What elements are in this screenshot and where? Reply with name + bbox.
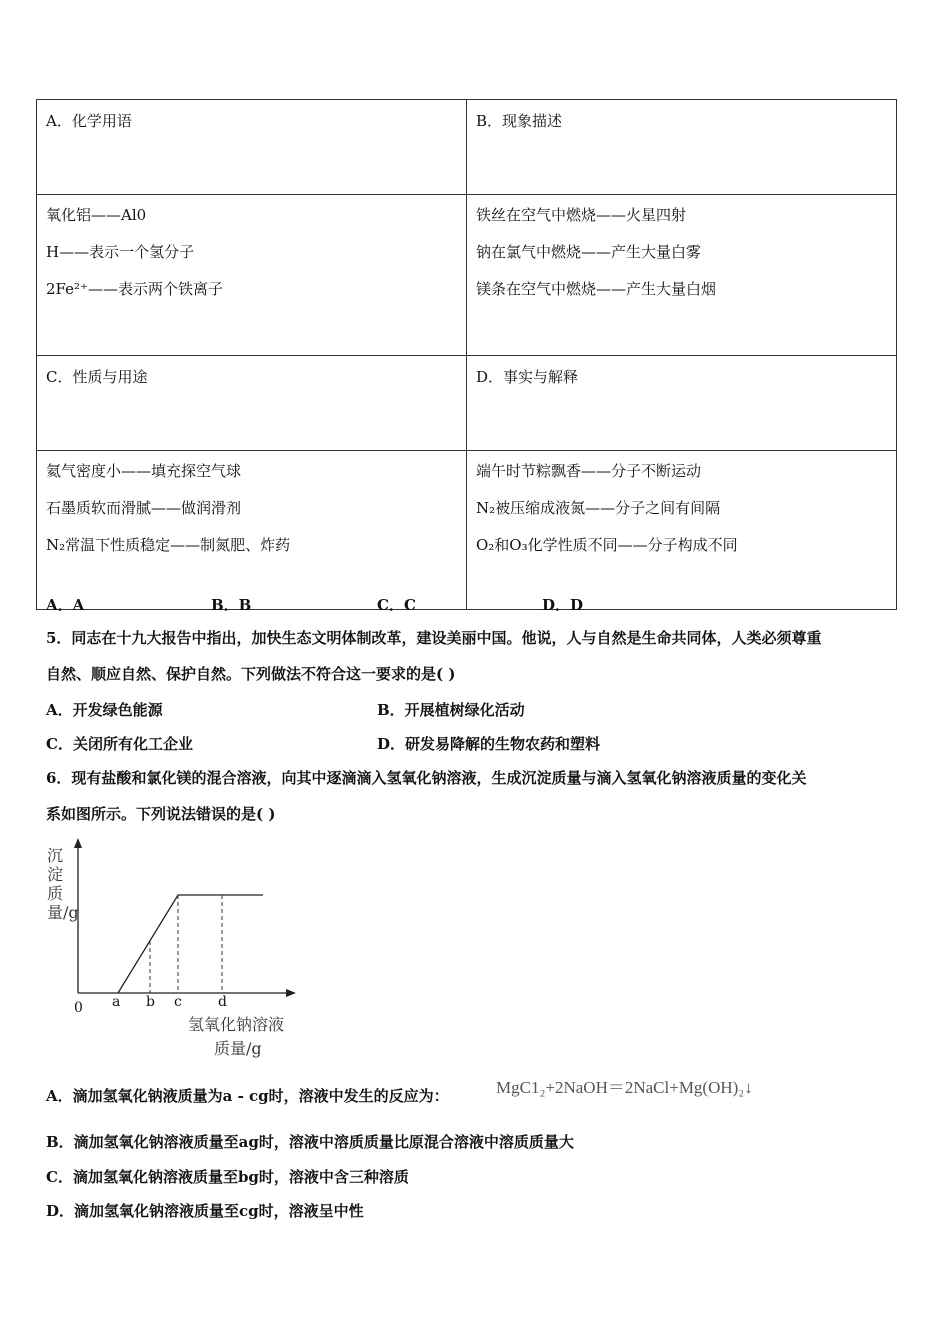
item: 镁条在空气中燃烧——产生大量白烟 xyxy=(476,280,717,298)
tick-a: a xyxy=(112,994,121,1010)
q5-stem-line1: 5．同志在十九大报告中指出，加快生态文明体制改革，建设美丽中国。他说，人与自然是生命共同体，人类必须尊重 xyxy=(46,629,822,647)
q6-choice-a: A．滴加氢氧化钠液质量为a - cg时，溶液中发生的反应为： xyxy=(46,1087,449,1105)
q6-stem-line2: 系如图所示。下列说法错误的是( ) xyxy=(46,805,276,823)
header-text: A．化学用语 xyxy=(46,112,132,130)
item: H——表示一个氢分子 xyxy=(46,243,195,261)
x-axis-label-line1: 氢氧化钠溶液 xyxy=(188,1015,285,1034)
q6-choice-b: B．滴加氢氧化钠溶液质量至ag时，溶液中溶质质量比原混合溶液中溶质质量大 xyxy=(46,1133,574,1151)
y-axis-label: 沉淀质量/g xyxy=(47,846,79,922)
q4-choice-a: A．A xyxy=(46,596,85,614)
item: 铁丝在空气中燃烧——火星四射 xyxy=(476,206,687,224)
q5-choice-a: A．开发绿色能源 xyxy=(46,701,163,719)
q5-choice-c: C．关闭所有化工企业 xyxy=(46,735,193,753)
q6-stem-line1: 6．现有盐酸和氯化镁的混合溶液，向其中逐滴滴入氢氧化钠溶液，生成沉淀质量与滴入氢氧化钠溶液质量的变化关 xyxy=(46,769,807,787)
item: 氧化铝——Al0 xyxy=(46,206,147,224)
q5-choice-d: D．研发易降解的生物农药和塑料 xyxy=(377,735,601,753)
q4-choice-d: D．D xyxy=(542,596,584,614)
q5-stem-line2: 自然、顺应自然、保护自然。下列做法不符合这一要求的是( ) xyxy=(46,665,456,683)
item: O₂和O₃化学性质不同——分子构成不同 xyxy=(476,536,738,554)
tick-d: d xyxy=(218,994,227,1010)
x-axis-arrow xyxy=(286,989,296,997)
item: N₂被压缩成液氮——分子之间有间隔 xyxy=(476,499,721,517)
item: 石墨质软而滑腻——做润滑剂 xyxy=(46,499,242,517)
x-axis-label-line2: 质量/g xyxy=(214,1039,262,1058)
q4-choice-b: B．B xyxy=(211,596,252,614)
item: 2Fe²⁺——表示两个铁离子 xyxy=(46,280,223,298)
tick-b: b xyxy=(146,994,155,1010)
tick-c: c xyxy=(174,994,182,1010)
header-text: B．现象描述 xyxy=(476,112,563,130)
item: 氦气密度小——填充探空气球 xyxy=(46,462,242,480)
q5-choice-b: B．开展植树绿化活动 xyxy=(377,701,525,719)
q6-choice-d: D．滴加氢氧化钠溶液质量至cg时，溶液呈中性 xyxy=(46,1202,364,1220)
header-text: C．性质与用途 xyxy=(46,368,148,386)
precipitate-curve xyxy=(118,895,263,993)
header-text: D．事实与解释 xyxy=(476,368,579,386)
origin-label: 0 xyxy=(74,1000,83,1016)
item: N₂常温下性质稳定——制氮肥、炸药 xyxy=(46,536,291,554)
item: 钠在氯气中燃烧——产生大量白雾 xyxy=(476,243,702,261)
q4-choice-c: C．C xyxy=(377,596,416,614)
y-axis-arrow xyxy=(74,838,82,848)
item: 端午时节粽飘香——分子不断运动 xyxy=(476,462,702,480)
q6-choice-c: C．滴加氢氧化钠溶液质量至bg时，溶液中含三种溶质 xyxy=(46,1168,409,1186)
reaction-equation: MgC1₂+2NaOH＝2NaCl+Mg(OH)₂↓ xyxy=(496,1078,753,1097)
